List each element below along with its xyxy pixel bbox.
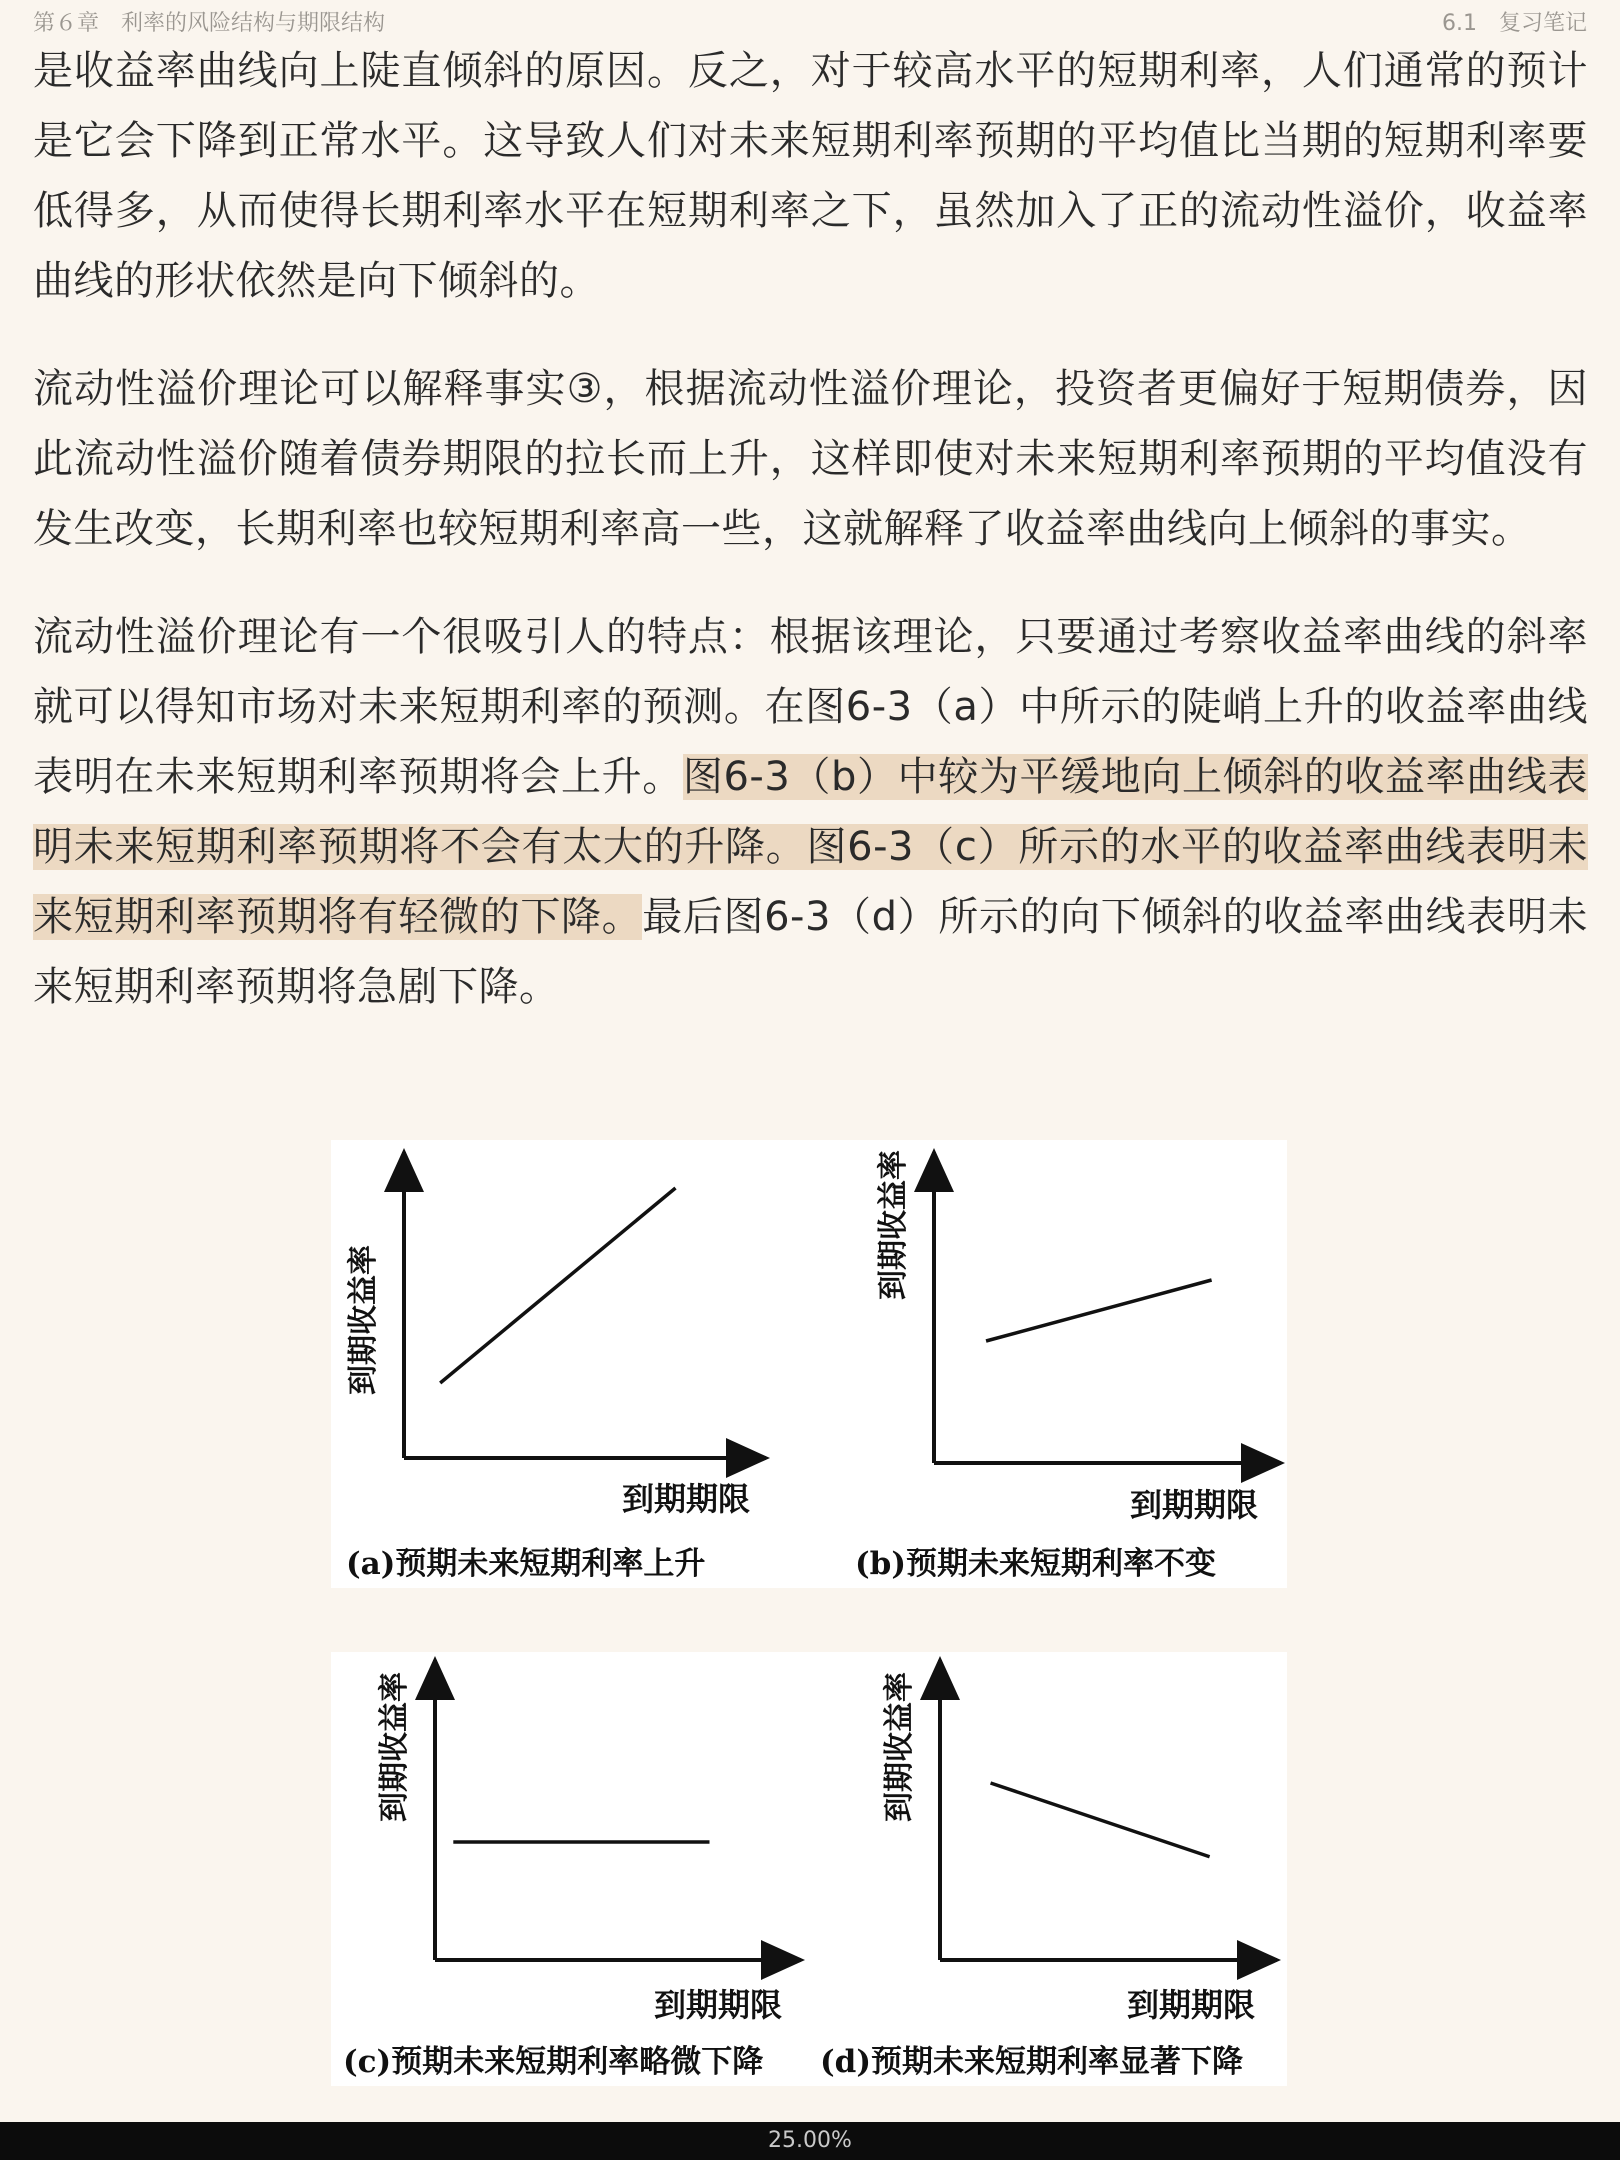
panel-d-xlabel: 到期期限 [1126,1986,1256,2024]
panel-b-xlabel: 到期期限 [1129,1486,1259,1524]
panel-c [343,1660,801,2080]
panel-a-ylabel: 到期收益率 [346,1245,381,1395]
figure-6-3-bottom [331,1652,1287,2086]
panel-d-caption: (d)预期未来短期利率显著下降 [820,2044,1244,2080]
panel-d-curve [991,1783,1210,1857]
paragraph-3 [33,602,1588,1022]
figure-6-3-top [331,1140,1287,1588]
panel-c-xlabel: 到期期限 [653,1986,783,2024]
panel-d-ylabel: 到期收益率 [882,1672,917,1822]
paragraph-3-text: 流动性溢价理论有一个很吸引人的特点：根据该理论，只要通过考察收益率曲线的斜率就可以得知市场对未来短期利率的预测。在图6-3（a）中所示的陡峭上升的收益率曲线表明在未来短期利率预期将会上升。 [33,614,1588,800]
panel-b-caption: (b)预期未来短期利率不变 [855,1546,1217,1582]
panel-a-curve [440,1188,675,1383]
page-header [0,0,1620,40]
section-title: 6.1 复习笔记 [1442,11,1587,36]
panel-b [855,1150,1281,1582]
paragraph-3-tail: 最后图6-3（d）所示的向下倾斜的收益率曲线表明未来短期利率预期将急剧下降。 [33,894,1588,1010]
paragraph-1: 是收益率曲线向上陡直倾斜的原因。反之，对于较高水平的短期利率，人们通常的预计是它会下降到正常水平。这导致人们对未来短期利率预期的平均值比当期的短期利率要低得多，从而使得长期利率水平在短期利率之下，虽然加入了正的流动性溢价，收益率曲线的形状依然是向下倾斜的。 [33,48,1588,304]
panel-b-curve [986,1280,1212,1341]
panel-c-ylabel: 到期收益率 [377,1672,412,1822]
reading-progress-bar[interactable] [0,2122,1620,2160]
panel-c-caption: (c)预期未来短期利率略微下降 [343,2044,764,2080]
panel-a-xlabel: 到期期限 [621,1480,751,1518]
panel-b-ylabel: 到期收益率 [876,1150,911,1300]
progress-percent: 25.00% [768,2128,852,2153]
panel-a-caption: (a)预期未来短期利率上升 [346,1546,706,1582]
chapter-title: 第６章 利率的风险结构与期限结构 [33,11,386,36]
paragraph-2: 流动性溢价理论可以解释事实③，根据流动性溢价理论，投资者更偏好于短期债券，因此流动性溢价随着债券期限的拉长而上升，这样即使对未来短期利率预期的平均值没有发生改变，长期利率也较短期利率高一些，这就解释了收益率曲线向上倾斜的事实。 [33,366,1588,552]
panel-d [820,1660,1277,2080]
panel-a [346,1152,766,1582]
highlighted-text[interactable]: 图6-3（b）中较为平缓地向上倾斜的收益率曲线表明未来短期利率预期将不会有太大的升降。图6-3（c）所示的水平的收益率曲线表明未来短期利率预期将有轻微的下降。 [33,754,1589,940]
reading-content [33,36,1588,1060]
